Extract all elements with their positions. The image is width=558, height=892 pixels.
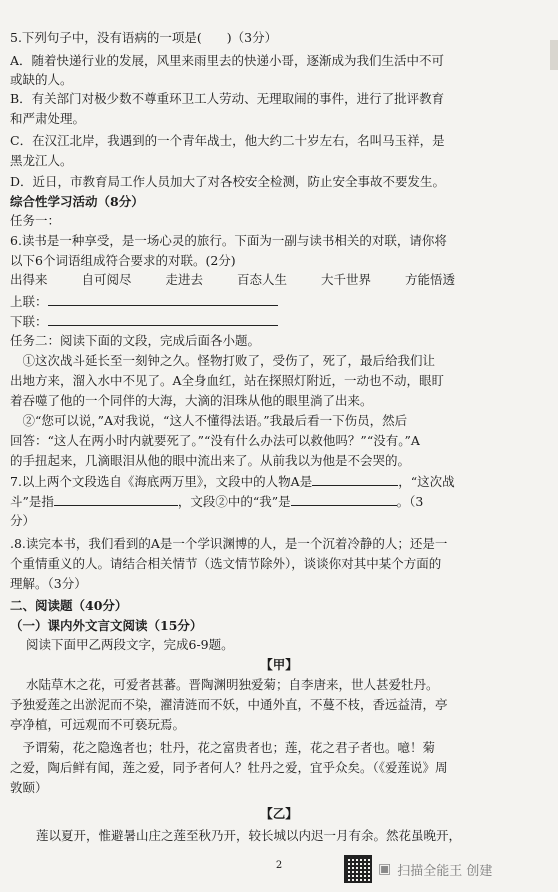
q7-line1: [10, 473, 544, 490]
q7-text: 7.以上两个文段选自《海底两万里》，文段中的人物A是: [10, 474, 313, 489]
task2-title: 任务二：阅读下面的文段，完成后面各小题。: [10, 333, 261, 348]
q8-line1: .8.读完本书，我们看到的A是一个学识渊博的人，是一个沉着冷静的人；还是一: [10, 536, 448, 551]
q8-line3: 理解。（3分）: [10, 576, 87, 591]
passage2-line: ②“您可以说，”A对我说，“这人不懂得法语。”我最后看一下伤员，然后: [10, 413, 408, 428]
q6-word: 方能悟透: [405, 272, 456, 287]
q5-option-b-line2: 和严肃处理。: [10, 111, 86, 126]
yi-line: 莲以夏开，惟避暑山庄之莲至秋乃开，较长城以内迟一月有余。然花虽晚开，: [36, 828, 462, 843]
q5-option-a-line1: A．随着快递行业的发展，风里来雨里去的快递小哥，逐渐成为我们生活中不可: [10, 53, 445, 68]
q7-blank-a[interactable]: [312, 473, 398, 486]
lower-couplet-label: 下联：: [10, 314, 48, 329]
scanner-watermark: [344, 854, 554, 884]
q7-text: 斗”是指: [10, 494, 54, 509]
qr-code-icon: [344, 855, 372, 883]
q6-line2: 以下6个词语组成符合要求的对联。(2分): [10, 253, 236, 268]
jia-line: 亭净植，可远观而不可亵玩焉。: [10, 717, 186, 732]
q6-word-list: [10, 272, 544, 288]
upper-couplet-row: [10, 293, 544, 310]
jia-line: 予谓菊，花之隐逸者也；牡丹，花之富贵者也；莲，花之君子者也。噫！菊: [10, 740, 436, 755]
q7-blank-b[interactable]: [54, 493, 178, 506]
q5-option-a-line2: 或缺的人。: [10, 72, 73, 87]
scanner-brand-text: 扫描全能王 创建: [397, 863, 493, 879]
q8-line2: 个重情重义的人。请结合相关情节（选文情节除外），谈谈你对其中某个方面的: [10, 556, 442, 571]
q7-text: ，文段②中的“我”是: [177, 494, 291, 509]
q7-line2: [10, 493, 544, 510]
q5-option-d: D．近日，市教育局工作人员加大了对各校安全检测，防止安全事故不要发生。: [10, 174, 446, 189]
q5-title: 5.下列句子中，没有语病的一项是( )（3分）: [10, 30, 278, 45]
q7-blank-c[interactable]: [291, 493, 397, 506]
page-edge-shadow: [550, 40, 558, 70]
passage2-line: 回答：“这人在两小时内就要死了。”“没有什么办法可以救他吗？”“没有。”A: [10, 433, 420, 448]
q6-word: 百态人生: [237, 272, 288, 287]
text-jia-heading: 【甲】: [260, 657, 298, 672]
jia-line: 之爱，陶后鲜有闻，莲之爱，同予者何人？牡丹之爱，宜乎众矣。（《爱莲说》周: [10, 760, 448, 775]
lower-couplet-blank[interactable]: [48, 313, 278, 326]
q5-option-b-line1: B．有关部门对极少数不尊重环卫工人劳动、无理取闹的事件，进行了批评教育: [10, 91, 445, 106]
passage1-line: ①这次战斗延长至一刻钟之久。怪物打败了，受伤了，死了，最后给我们让: [10, 353, 436, 368]
q7-text: ，“这次战: [398, 474, 455, 489]
upper-couplet-label: 上联：: [10, 294, 48, 309]
part2-intro: 阅读下面甲乙两段文字，完成6-9题。: [26, 637, 234, 652]
upper-couplet-blank[interactable]: [48, 293, 278, 306]
q6-word: 走进去: [165, 272, 204, 287]
passage2-line: 的手扭起来，几滴眼泪从他的眼中流出来了。从前我以为他是不会哭的。: [10, 453, 411, 468]
part2-subtitle: （一）课内外文言文阅读（15分）: [10, 618, 203, 633]
q5-option-c-line1: C．在汉江北岸，我遇到的一个青年战士，他大约二十岁左右，名叫马玉祥，是: [10, 133, 445, 148]
scanner-logo-icon: ▣: [378, 861, 392, 877]
text-yi-heading: 【乙】: [260, 806, 298, 821]
section-title: 综合性学习活动（8分）: [10, 194, 144, 209]
q6-word: 自可阅尽: [81, 272, 132, 287]
passage1-line: 出地方来，溜入水中不见了。A全身血红，站在探照灯附近，一动也不动，眼盯: [10, 373, 445, 388]
task1-label: 任务一：: [10, 213, 61, 228]
jia-line: 水陆草木之花，可爱者甚蕃。晋陶渊明独爱菊；自李唐来，世人甚爱牡丹。: [26, 677, 439, 692]
q6-word: 出得来: [10, 272, 48, 287]
q6-line1: 6.读书是一种享受，是一场心灵的旅行。下面为一副与读书相关的对联，请你将: [10, 233, 447, 248]
page-number: 2: [275, 860, 283, 871]
q7-line3: 分）: [10, 513, 36, 528]
jia-line: 敦颐）: [10, 780, 48, 795]
jia-line: 予独爱莲之出淤泥而不染，濯清涟而不妖，中通外直，不蔓不枝，香远益清，亭: [10, 697, 448, 712]
q7-text: 。（3: [396, 494, 424, 509]
passage1-line: 着吞噬了他的一个同伴的大海，大滴的泪珠从他的眼里淌了出来。: [10, 393, 373, 408]
q6-word: 大千世界: [321, 272, 372, 287]
q5-option-c-line2: 黑龙江人。: [10, 153, 73, 168]
lower-couplet-row: [10, 313, 544, 330]
part2-title: 二、阅读题（40分）: [10, 598, 128, 613]
